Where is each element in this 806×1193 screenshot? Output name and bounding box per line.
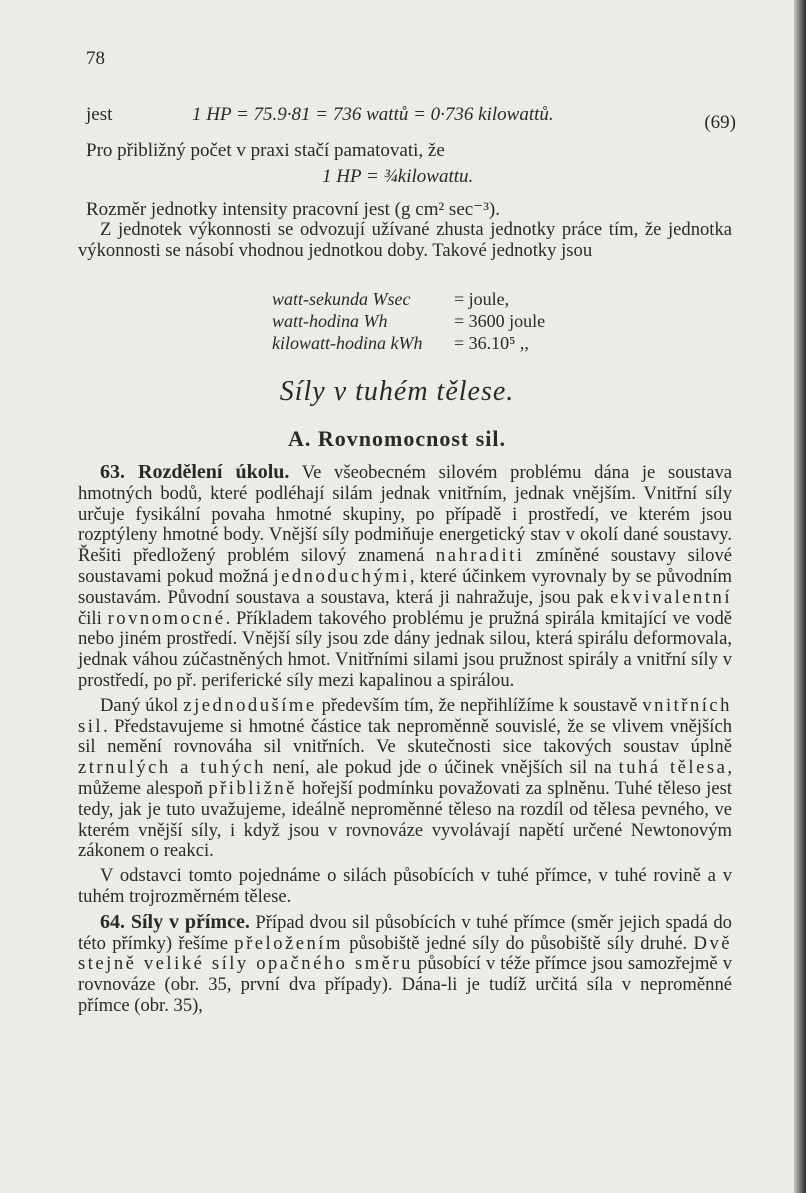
spaced-emphasis: přibližně bbox=[208, 777, 297, 799]
equation-lead: jest bbox=[86, 104, 113, 125]
dimension-line: Rozměr jednotky intensity pracovní jest (g cm² sec⁻³). bbox=[86, 199, 500, 220]
subsection-title: A. Rovnomocnost sil. bbox=[287, 426, 506, 451]
approx-intro: Pro přibližný počet v praxi stačí pamatovati, že bbox=[86, 140, 445, 161]
unit-name: watt-hodina Wh bbox=[272, 311, 388, 331]
unit-list bbox=[272, 288, 602, 354]
text-run: . Představujeme si hmotné částice tak neproměnně souvislé, že se vlivem vnějších sil nemění rovnováha sil vnitřních. Ve skutečnosti sice takových soustav úplně bbox=[78, 715, 732, 758]
text-run: zmíněné soustavy silové soustavami pokud možná bbox=[78, 545, 732, 587]
unit-row bbox=[272, 288, 602, 310]
spaced-emphasis: nahraditi bbox=[435, 545, 525, 567]
spaced-emphasis: rovnomocné bbox=[107, 607, 226, 629]
unit-value: = joule, bbox=[454, 289, 510, 309]
unit-row bbox=[272, 310, 602, 332]
intro-text: Z jednotek výkonnosti se odvozují užívané zhusta jednotky práce tím, že jednotka výkonnosti se násobí vhodnou jednotkou doby. Takové jednotky jsou bbox=[78, 219, 732, 261]
unit-name: kilowatt-hodina kWh bbox=[272, 333, 423, 353]
spaced-emphasis: ztrnulých a tuhých bbox=[78, 757, 266, 779]
page-number: 78 bbox=[86, 48, 105, 69]
spaced-emphasis: Dvě stejně veliké síly opačného směru bbox=[78, 932, 732, 975]
text-run: působiště jedné síly do působiště síly druhé. bbox=[342, 932, 694, 954]
paragraph-64-heading: 64. Síly v přímce. bbox=[100, 910, 250, 933]
unit-value: = 3600 joule bbox=[454, 311, 546, 331]
equation-number: (69) bbox=[704, 112, 736, 133]
spaced-emphasis: přeložením bbox=[234, 932, 343, 954]
paragraph-64 bbox=[78, 912, 732, 1017]
paragraph-section-scope: V odstavci tomto pojednáme o silách působících v tuhé přímce, v tuhé rovině a v tuhém trojrozměrném tělese. bbox=[78, 865, 732, 907]
unit-value: = 36.10⁵ ,, bbox=[454, 333, 529, 353]
spaced-emphasis: vnitřních sil bbox=[78, 694, 732, 737]
equation-formula: 1 HP = 75.9·81 = 736 wattů = 0·736 kilowattů. bbox=[192, 104, 554, 125]
section-title: Síly v tuhém tělese. bbox=[279, 376, 515, 407]
text-run: Daný úkol bbox=[100, 694, 184, 716]
spaced-emphasis: tuhá tělesa bbox=[618, 757, 728, 779]
paragraph-63 bbox=[78, 462, 732, 1017]
spaced-emphasis: ekvivalentní bbox=[610, 586, 732, 608]
text-run: Ve všeobecném silovém problému dána je soustava hmotných bodů, které podléhají silám jednak vnitřním, jednak vnějším. Vnitřní síly určuje fysikální povaha hmotné skupiny, po případě i prostředí, ve kterém jsou rozptýleny hmotné body. Vnější síly podmiňuje energetický stav v okolí dané soustavy. Řešiti předložený problém silový znamená bbox=[78, 462, 733, 567]
paragraph-simplify bbox=[78, 696, 732, 862]
page-edge-shadow bbox=[794, 0, 806, 1193]
intro-paragraph bbox=[78, 220, 732, 262]
text-run: , můžeme alespoň bbox=[78, 757, 732, 799]
unit-row bbox=[272, 332, 602, 354]
spaced-emphasis: zjednodušíme bbox=[183, 694, 317, 716]
text-run: Případ dvou sil působících v tuhé přímce (směr jejich spadá do této přímky) řešíme bbox=[78, 911, 732, 954]
text-run: čili bbox=[78, 607, 108, 629]
unit-name: watt-sekunda Wsec bbox=[272, 289, 411, 309]
text-run: není, ale pokud jde o účinek vnějších sil na bbox=[265, 757, 619, 779]
text-run: především tím, že nepřihlížíme k soustavě bbox=[316, 694, 643, 716]
text-run: působící v téže přímce jsou samozřejmě v rovnováze (obr. 35, první dva případy). Dána-li je tudíž určitá síla v neproměnné přímce (obr. 35), bbox=[78, 953, 732, 1016]
approx-formula: 1 HP = ¾kilowattu. bbox=[322, 166, 474, 187]
text-run: , které účinkem vyrovnaly by se původním soustavám. Původní soustava a soustava, která ji nahražuje, jsou pak bbox=[78, 565, 732, 608]
paragraph-63-heading: 63. Rozdělení úkolu. bbox=[100, 461, 290, 483]
text-run: . Příkladem takového problému je pružná spirála kmitající ve vodě nebo jiném prostředí. Vnější síly jsou zde dány jednak silou, která spirálu deformovala, jednak váhou zúčastněných hmot. Vnitřními silami jsou pružnost spirály a vnitřní síly v prostředí, po př. periferické síly mezi kapalinou a spirálou. bbox=[78, 607, 733, 691]
spaced-emphasis: jednoduchými bbox=[273, 565, 410, 587]
text-run: hořejší podmínku považovati za splněnu. Tuhé těleso jest tedy, jak je tuto uvažujeme, ideálně neproměnné těleso na rozdíl od tělesa pevného, ve kterém vnější síly, i když jsou v rovnováze vyvolávají napětí určené Newtonovým zákonem o reakci. bbox=[78, 777, 732, 862]
